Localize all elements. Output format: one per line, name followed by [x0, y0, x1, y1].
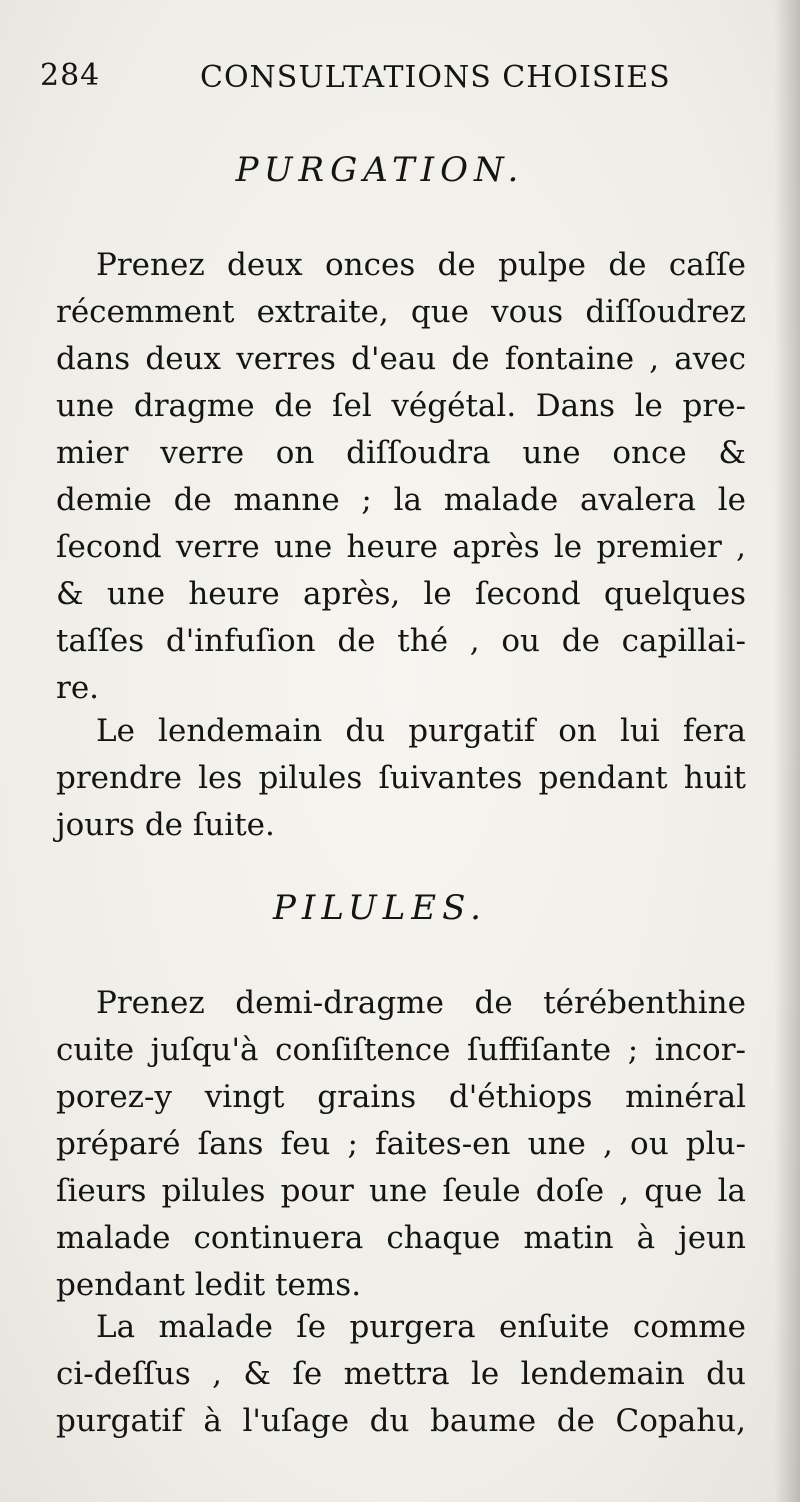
text-line: récemment extraite, que vous diſſoudrez	[56, 294, 746, 330]
text-line: re.	[56, 670, 100, 706]
text-line: une dragme de ſel végétal. Dans le pre-	[56, 388, 746, 424]
text-line: purgatif à l'uſage du baume de Copahu,	[56, 1403, 746, 1439]
text-line: jours de ſuite.	[56, 807, 275, 843]
text-line: Prenez demi-dragme de térébenthine	[96, 985, 746, 1021]
text-line: porez-y vingt grains d'éthiops minéral	[56, 1079, 746, 1115]
section-title-pilules: PILULES.	[273, 888, 487, 928]
text-line: La malade ſe purgera enſuite comme	[96, 1309, 746, 1345]
text-line: cuite juſqu'à conſiſtence ſuffiſante ; incor-	[56, 1032, 746, 1068]
running-head: CONSULTATIONS CHOISIES	[200, 60, 671, 95]
text-line: Prenez deux onces de pulpe de caſſe	[96, 247, 746, 283]
page-number: 284	[40, 58, 101, 93]
page-header	[40, 58, 671, 108]
paragraph-purgation-recipe	[56, 242, 746, 712]
text-line: ci-deſſus , & ſe mettra le lendemain du	[56, 1356, 746, 1392]
text-line: & une heure après, le ſecond quelques	[56, 576, 746, 612]
text-line: malade continuera chaque matin à jeun	[56, 1220, 746, 1256]
text-line: ſecond verre une heure après le premier ,	[56, 529, 746, 565]
section-title-purgation: PURGATION.	[235, 150, 525, 190]
text-line: préparé ſans feu ; faites-en une , ou plu-	[56, 1126, 746, 1162]
text-line: ſieurs pilules pour une ſeule doſe , que la	[56, 1173, 746, 1209]
page-edge-shadow	[774, 0, 800, 1502]
text-line: dans deux verres d'eau de fontaine , avec	[56, 341, 746, 377]
paragraph-purgation-followup	[56, 708, 746, 849]
text-line: taſſes d'infuſion de thé , ou de capillai-	[56, 623, 746, 659]
paragraph-pilules-followup	[56, 1304, 746, 1445]
paragraph-pilules-recipe	[56, 980, 746, 1309]
text-line: demie de manne ; la malade avalera le	[56, 482, 746, 518]
text-line: prendre les pilules ſuivantes pendant huit	[56, 760, 746, 796]
text-line: pendant ledit tems.	[56, 1267, 362, 1303]
text-line: mier verre on diſſoudra une once &	[56, 435, 746, 471]
text-line: Le lendemain du purgatif on lui fera	[96, 713, 746, 749]
